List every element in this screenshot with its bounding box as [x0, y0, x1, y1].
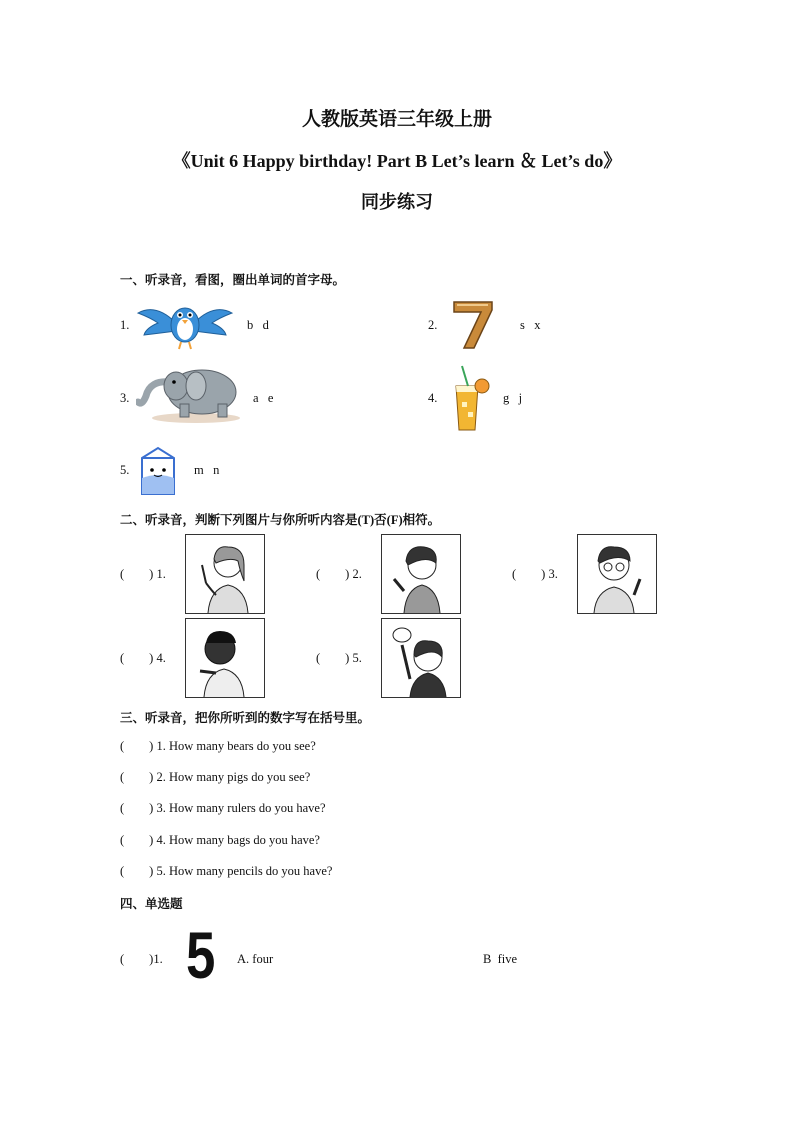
section4-heading: 四、单选题 [120, 897, 183, 911]
section1-heading: 一、听录音，看图，圈出单词的首字母。 [120, 273, 346, 287]
bird-icon [136, 293, 234, 353]
s2-item2-label: ( ) 2. [316, 567, 362, 581]
s1-item1-options: b d [247, 318, 269, 332]
s3-question-3: ( ) 3. How many rulers do you have? [120, 801, 326, 815]
number-five-glyph: 5 [186, 918, 216, 992]
s2-item1-label: ( ) 1. [120, 567, 166, 581]
section3-heading: 三、听录音，把你所听到的数字写在括号里。 [120, 711, 371, 725]
s2-item5-picture [381, 618, 461, 698]
s2-item1-picture [185, 534, 265, 614]
s1-item4-options: g j [503, 391, 523, 405]
unit-title: 《Unit 6 Happy birthday! Part B Let’s learn ＆ Let’s do》 [172, 151, 622, 171]
page-title: 人教版英语三年级上册 [301, 109, 492, 130]
juice-icon [448, 364, 492, 434]
s2-item4-picture [185, 618, 265, 698]
s1-item5-options: m n [194, 463, 220, 477]
s1-item3-number: 3. [120, 391, 130, 405]
s2-item4-label: ( ) 4. [120, 651, 166, 665]
section2-heading: 二、听录音，判断下列图片与你所听内容是(T)否(F)相符。 [120, 513, 441, 527]
milk-carton-icon [136, 444, 180, 496]
s4-item1-label: ( )1. [120, 952, 163, 966]
s1-item2-number: 2. [428, 318, 438, 332]
s3-question-1: ( ) 1. How many bears do you see? [120, 739, 316, 753]
s3-question-5: ( ) 5. How many pencils do you have? [120, 864, 333, 878]
s1-item2-options: s x [520, 318, 541, 332]
elephant-icon [136, 362, 242, 424]
s3-question-4: ( ) 4. How many bags do you have? [120, 833, 320, 847]
s1-item5-number: 5. [120, 463, 130, 477]
s2-item2-picture [381, 534, 461, 614]
exercise-title: 同步练习 [361, 192, 433, 212]
s1-item4-number: 4. [428, 391, 438, 405]
s2-item3-label: ( ) 3. [512, 567, 558, 581]
s4-item1-option-b: B five [483, 952, 518, 966]
s3-question-2: ( ) 2. How many pigs do you see? [120, 770, 311, 784]
s1-item1-number: 1. [120, 318, 130, 332]
s1-item3-options: a e [253, 391, 274, 405]
s2-item5-label: ( ) 5. [316, 651, 362, 665]
s4-item1-option-a: A. four [237, 952, 274, 966]
number-seven-icon [448, 296, 498, 352]
s2-item3-picture [577, 534, 657, 614]
